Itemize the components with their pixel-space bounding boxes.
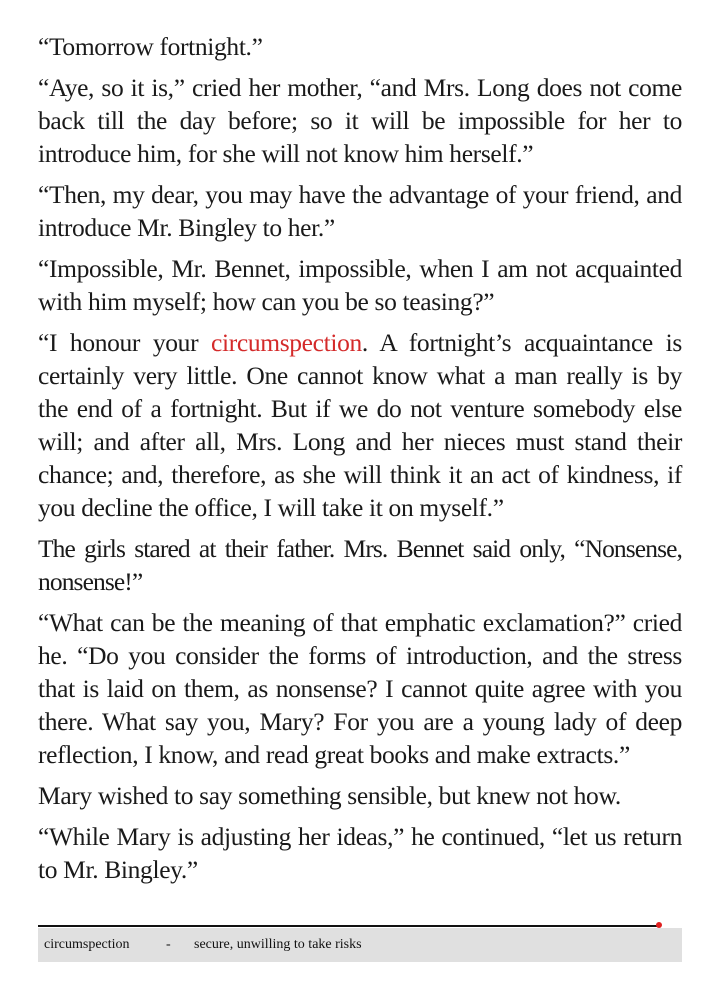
paragraph-8: Mary wished to say something sensible, but knew not how. xyxy=(38,781,621,810)
document-body xyxy=(38,30,682,894)
glossary-separator: - xyxy=(166,937,171,952)
paragraph-5-after: . A fortnight’s acquaintance is certainly very little. One cannot know what a man really is by the end of a fortnight. But if we do not venture somebody else will; and after all, Mrs. Long and her nieces must stand their chance; and, therefore, as she will think it an act of kindness, if you decline the office, I will take it on myself.” xyxy=(38,328,682,522)
glossary-definition: secure, unwilling to take risks xyxy=(194,937,362,952)
paragraph-1: “Tomorrow fortnight.” xyxy=(38,32,263,61)
glossary-term: circumspection xyxy=(44,937,130,952)
paragraph-3: “Then, my dear, you may have the advantage of your friend, and introduce Mr. Bingley to her.” xyxy=(38,180,682,242)
highlighted-term: circumspection xyxy=(211,328,362,357)
glossary-entry xyxy=(38,928,682,962)
divider-dot-marker xyxy=(656,922,662,928)
paragraph-7: “What can be the meaning of that emphatic exclamation?” cried he. “Do you consider the forms of introduction, and the stress that is laid on them, as nonsense? I cannot quite agree with you there. What say you, Mary? For you are a young lady of deep reflection, I know, and read great books and make extracts.” xyxy=(38,608,682,769)
paragraph-5 xyxy=(38,326,682,524)
paragraph-6: The girls stared at their father. Mrs. Bennet said only, “Nonsense, nonsense!” xyxy=(38,534,682,596)
paragraph-2: “Aye, so it is,” cried her mother, “and Mrs. Long does not come back till the day before; so it will be impossible for her to introduce him, for she will not know him herself.” xyxy=(38,73,682,168)
paragraph-4: “Impossible, Mr. Bennet, impossible, when I am not acquainted with him myself; how can you be so teasing?” xyxy=(38,254,682,316)
paragraph-5-before: “I honour your xyxy=(38,328,212,357)
glossary-divider xyxy=(38,925,660,927)
glossary-footnote xyxy=(38,925,682,962)
paragraph-9: “While Mary is adjusting her ideas,” he continued, “let us return to Mr. Bingley.” xyxy=(38,822,682,884)
